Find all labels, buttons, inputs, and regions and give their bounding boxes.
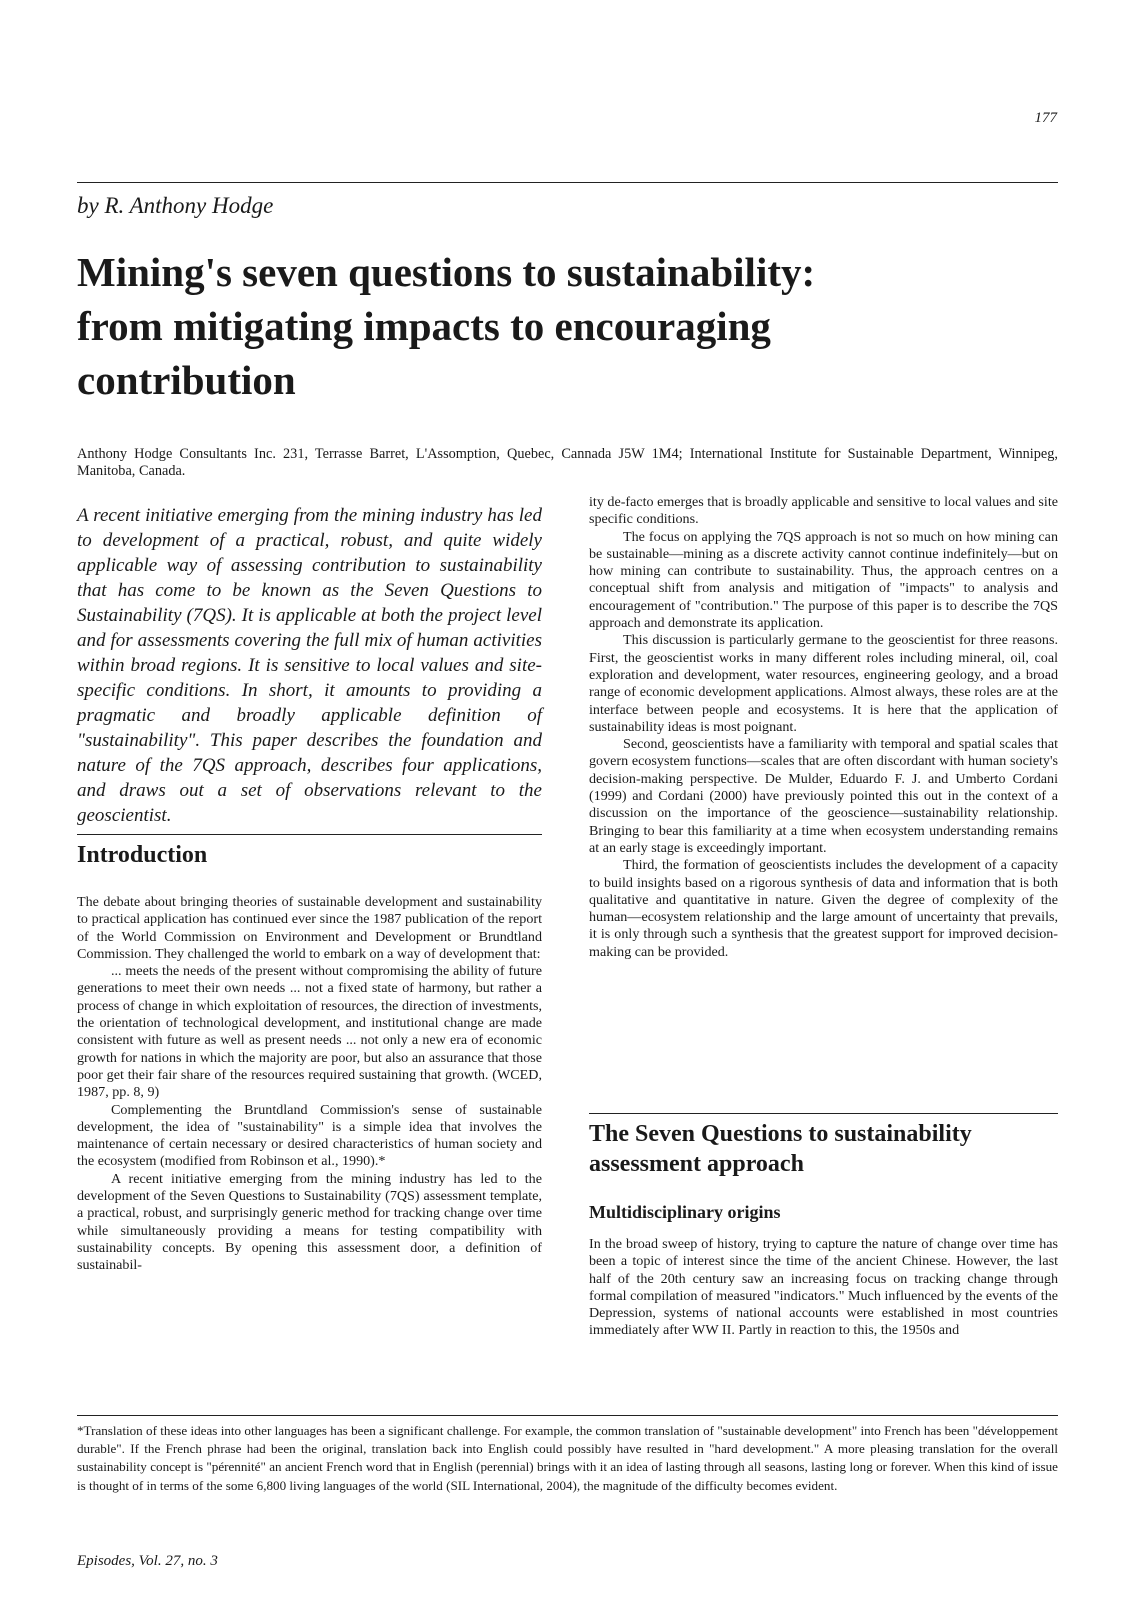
seven-questions-heading: The Seven Questions to sustainability assessment approach: [589, 1121, 972, 1177]
introduction-paragraph-1: The debate about bringing theories of sustainable development and sustainability to practical application has continued ever since the 1987 publication of the report of the World Commission on Environment and Development or Brundtland Commission. They challenged the world to embark on a way of development that:: [77, 894, 542, 962]
abstract: A recent initiative emerging from the mining industry has led to development of a practical, robust, and quite widely applicable way of assessing contribution to sustainability that has come to be known as the Seven Questions to Sustainability (7QS). It is applicable at both the project level and for assessments covering the full mix of human activities within broad regions. It is sensitive to local values and site-specific conditions. In short, it amounts to providing a pragmatic and broadly applicable definition of "sustainability". This paper describes the foundation and nature of the 7QS approach, describes four applications, and draws out a set of observations relevant to the geoscientist.: [77, 505, 542, 826]
introduction-rule: [77, 834, 542, 835]
right-paragraph-2: The focus on applying the 7QS approach is not so much on how mining can be sustainable—mining as a discrete activity cannot continue indefinitely—but on how mining can contribute to sustainability. Thus, the approach centres on a conceptual shift from analysis and mitigation of "impacts" to analysis and encouragement of "contribution." The purpose of this paper is to describe the 7QS approach and demonstrate its application.: [589, 528, 1058, 632]
title-line-1: Mining's seven questions to sustainability:: [77, 249, 816, 295]
right-paragraph-3: This discussion is particularly germane to the geoscientist for three reasons. First, the geoscientist works in many different roles including mineral, oil, coal exploration and development, water resources, engineering geology, and a broad range of economic development applications. Almost always, these roles are at the interface between people and ecosystems. It is here that the application of sustainability ideas is most poignant.: [589, 632, 1058, 735]
right-paragraph-1: ity de-facto emerges that is broadly applicable and sensitive to local values and site specific conditions.: [589, 494, 1058, 528]
author-byline: by R. Anthony Hodge: [77, 193, 274, 218]
page-number: 177: [1034, 110, 1057, 126]
seven-questions-paragraph-1: In the broad sweep of history, trying to capture the nature of change over time has been a topic of interest since the time of the ancient Chinese. However, the last half of the 20th century saw an increasing focus on tracking change through formal compilation of measured "indicators." Much influenced by the events of the Depression, systems of national accounts were established in most countries immediately after WW II. Partly in reaction to this, the 1950s and: [589, 1236, 1058, 1339]
title-line-3: contribution: [77, 357, 296, 403]
footnote-rule: [77, 1415, 1058, 1416]
top-rule: [77, 182, 1058, 183]
introduction-heading: Introduction: [77, 842, 208, 868]
multidisciplinary-origins-subheading: Multidisciplinary origins: [589, 1202, 781, 1222]
author-affiliation: Anthony Hodge Consultants Inc. 231, Terrasse Barret, L'Assomption, Quebec, Cannada J5W 1M4; International Institute for Sustainable Department, Winnipeg, Manitoba, Canada.: [77, 446, 1058, 479]
right-paragraph-4: Second, geoscientists have a familiarity with temporal and spatial scales that govern ecosystem functions—scales that are often discordant with human society's decision-making perspective. De Mulder, Eduardo F. J. and Umberto Cordani (1999) and Cordani (2000) have previously pointed this out in the context of a discussion on the importance of the geoscience—sustainability relationship. Bringing to bear this familiarity at a time when ecosystem understanding remains at an early stage is exceedingly important.: [589, 736, 1058, 856]
introduction-paragraph-2: Complementing the Bruntdland Commission's sense of sustainable development, the idea of "sustainability" is a simple idea that involves the maintenance of certain necessary or desired characteristics of human society and the ecosystem (modified from Robinson et al., 1990).*: [77, 1101, 542, 1170]
seven-questions-rule: [589, 1113, 1058, 1114]
right-paragraph-5: Third, the formation of geoscientists includes the development of a capacity to build insights based on a rigorous synthesis of data and information that is both qualitative and quantitative in nature. Given the degree of complexity of the human—ecosystem relationship and the large amount of uncertainty that prevails, it is only through such a synthesis that the greatest support for improved decision-making can be provided.: [589, 857, 1058, 960]
introduction-paragraph-3: A recent initiative emerging from the mining industry has led to the development of the Seven Questions to Sustainability (7QS) assessment template, a practical, robust, and surprisingly generic method for tracking change over time while simultaneously providing a means for testing compatibility with sustainability concepts. By opening this assessment door, a definition of sustainabil-: [77, 1170, 542, 1274]
right-column-body: [589, 494, 1058, 961]
title-line-2: from mitigating impacts to encouraging: [77, 303, 771, 349]
seven-questions-body: [589, 1236, 1058, 1340]
footnote: *Translation of these ideas into other languages has been a significant challenge. For example, the common translation of "sustainable development" into French has been "développement durable". If the French phrase had been the original, translation back into English could possibly have resulted in "hard development." A more pleasing translation for the overall sustainability concept is "pérennité" an ancient French word that in English (perennial) brings with it an idea of lasting through all seasons, lasting long or forever. When this kind of issue is thought of in terms of the some 6,800 living languages of the world (SIL International, 2004), the magnitude of the difficulty becomes evident.: [77, 1423, 1058, 1493]
journal-footer: Episodes, Vol. 27, no. 3: [77, 1553, 218, 1569]
brundtland-quote: ... meets the needs of the present without compromising the ability of future generations to meet their own needs ... not a fixed state of harmony, but rather a process of change in which exploitation of resources, the direction of investments, the orientation of technological development, and institutional change are made consistent with future as well as present needs ... not only a new era of economic growth for nations in which the majority are poor, but also an assurance that those poor get their fair share of the resources required sustaining that growth. (WCED, 1987, pp. 8, 9): [77, 963, 542, 1101]
introduction-body: [77, 894, 542, 1275]
article-title: [77, 245, 1037, 407]
